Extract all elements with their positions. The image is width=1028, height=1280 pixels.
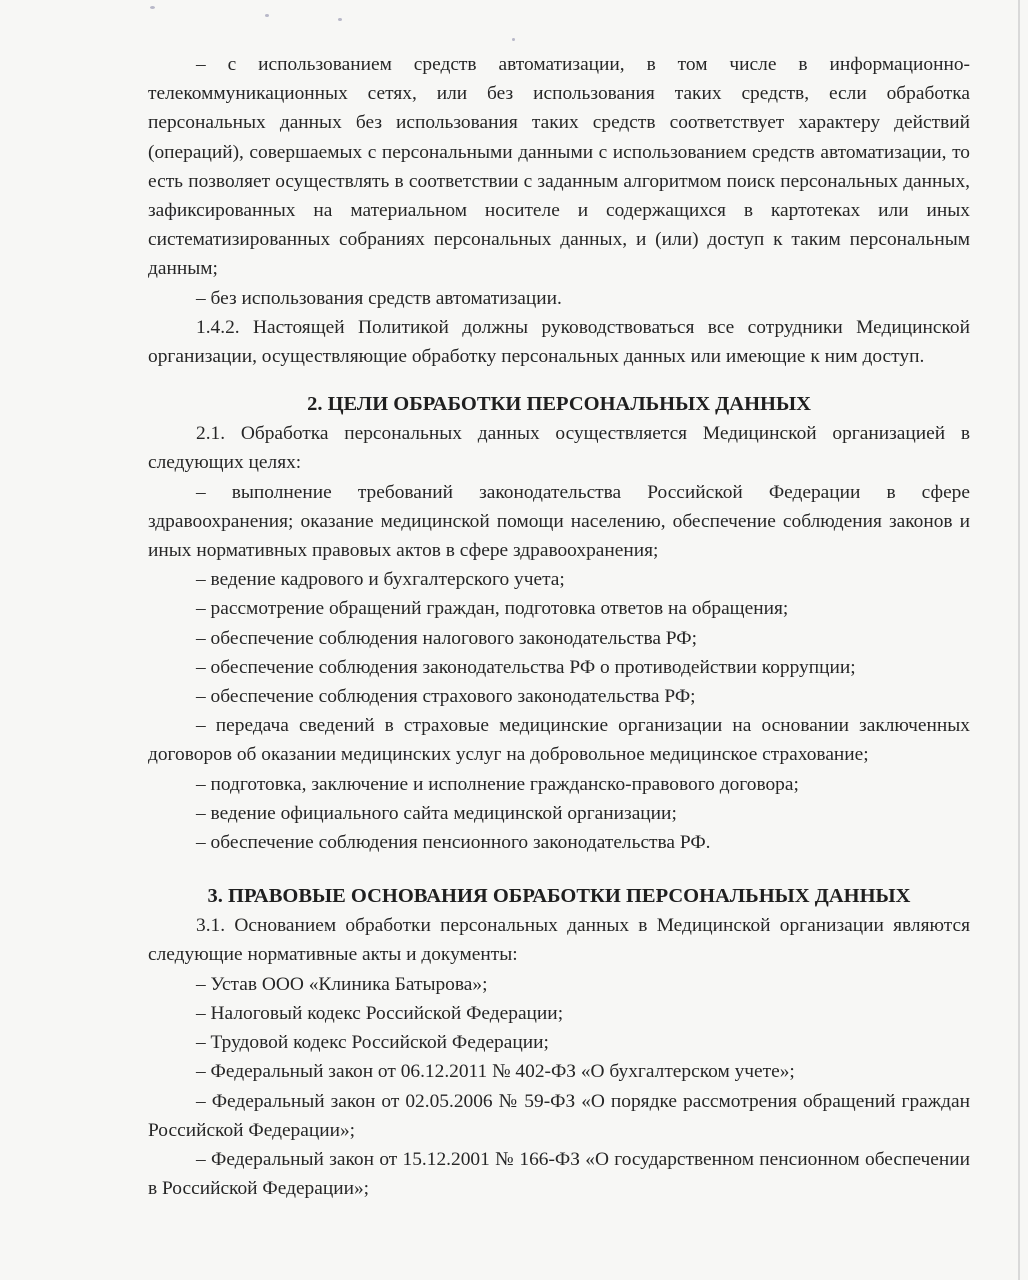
list-item: – ведение официального сайта медицинской организации; [196, 802, 677, 824]
scan-speck [338, 18, 342, 21]
list-item: – обеспечение соблюдения страхового законодательства РФ; [196, 686, 696, 708]
scan-speck [265, 14, 269, 17]
section-2-heading: 2. ЦЕЛИ ОБРАБОТКИ ПЕРСОНАЛЬНЫХ ДАННЫХ [307, 393, 811, 416]
paragraph-without-automation: – без использования средств автоматизации. [196, 287, 562, 309]
list-item: – выполнение требований законодательства Российской Федерации в сфере здравоохранения; оказание медицинской помощи населению, обеспечение соблюдения законов и иных нормативных правовых актов в сфере здравоохранения; [148, 481, 970, 562]
section-3-intro: 3.1. Основанием обработки персональных данных в Медицинской организации являются следующие нормативные акты и документы: [148, 915, 970, 966]
list-item: – передача сведений в страховые медицинские организации на основании заключенных договоров об оказании медицинских услуг на добровольное медицинское страхование; [148, 715, 970, 766]
section-2-intro: 2.1. Обработка персональных данных осуществляется Медицинской организацией в следующих целях: [148, 423, 970, 474]
scan-speck [150, 6, 155, 9]
list-item: – обеспечение соблюдения налогового законодательства РФ; [196, 627, 697, 649]
list-item: – Федеральный закон от 06.12.2011 № 402-ФЗ «О бухгалтерском учете»; [196, 1061, 795, 1083]
scan-speck [512, 38, 515, 41]
section-3-heading: 3. ПРАВОВЫЕ ОСНОВАНИЯ ОБРАБОТКИ ПЕРСОНАЛЬНЫХ ДАННЫХ [207, 885, 911, 908]
page-edge [1018, 0, 1020, 1280]
list-item: – обеспечение соблюдения пенсионного законодательства РФ. [196, 832, 711, 854]
list-item: – Федеральный закон от 15.12.2001 № 166-ФЗ «О государственном пенсионном обеспечении в Российской Федерации»; [148, 1148, 970, 1200]
list-item: – Федеральный закон от 02.05.2006 № 59-ФЗ «О порядке рассмотрения обращений граждан Российской Федерации»; [148, 1090, 970, 1141]
list-item: – обеспечение соблюдения законодательства РФ о противодействии коррупции; [196, 656, 856, 678]
list-item: – подготовка, заключение и исполнение гражданско-правового договора; [196, 773, 799, 795]
list-item: – Трудовой кодекс Российской Федерации; [196, 1032, 549, 1054]
list-item: – Устав ООО «Клиника Батырова»; [196, 973, 488, 995]
list-item: – рассмотрение обращений граждан, подготовка ответов на обращения; [196, 598, 789, 620]
document-body [148, 50, 970, 1203]
list-item: – ведение кадрового и бухгалтерского учета; [196, 569, 565, 591]
paragraph-automation-means: – с использованием средств автоматизации, в том числе в информационно-телекоммуникационных сетях, или без использования таких средств, если обработка персональных данных без использования таких средств соответствует характеру действий (операций), совершаемых с персональными данными с использованием средств автоматизации, то есть позволяет осуществлять в соответствии с заданным алгоритмом поиск персональных данных, зафиксированных на материальном носителе и содержащихся в картотеках или иных систематизированных собраниях персональных данных, и (или) доступ к таким персональным данным; [148, 54, 970, 280]
list-item: – Налоговый кодекс Российской Федерации; [196, 1002, 564, 1024]
paragraph-1-4-2: 1.4.2. Настоящей Политикой должны руководствоваться все сотрудники Медицинской организации, осуществляющие обработку персональных данных или имеющие к ним доступ. [148, 316, 970, 368]
